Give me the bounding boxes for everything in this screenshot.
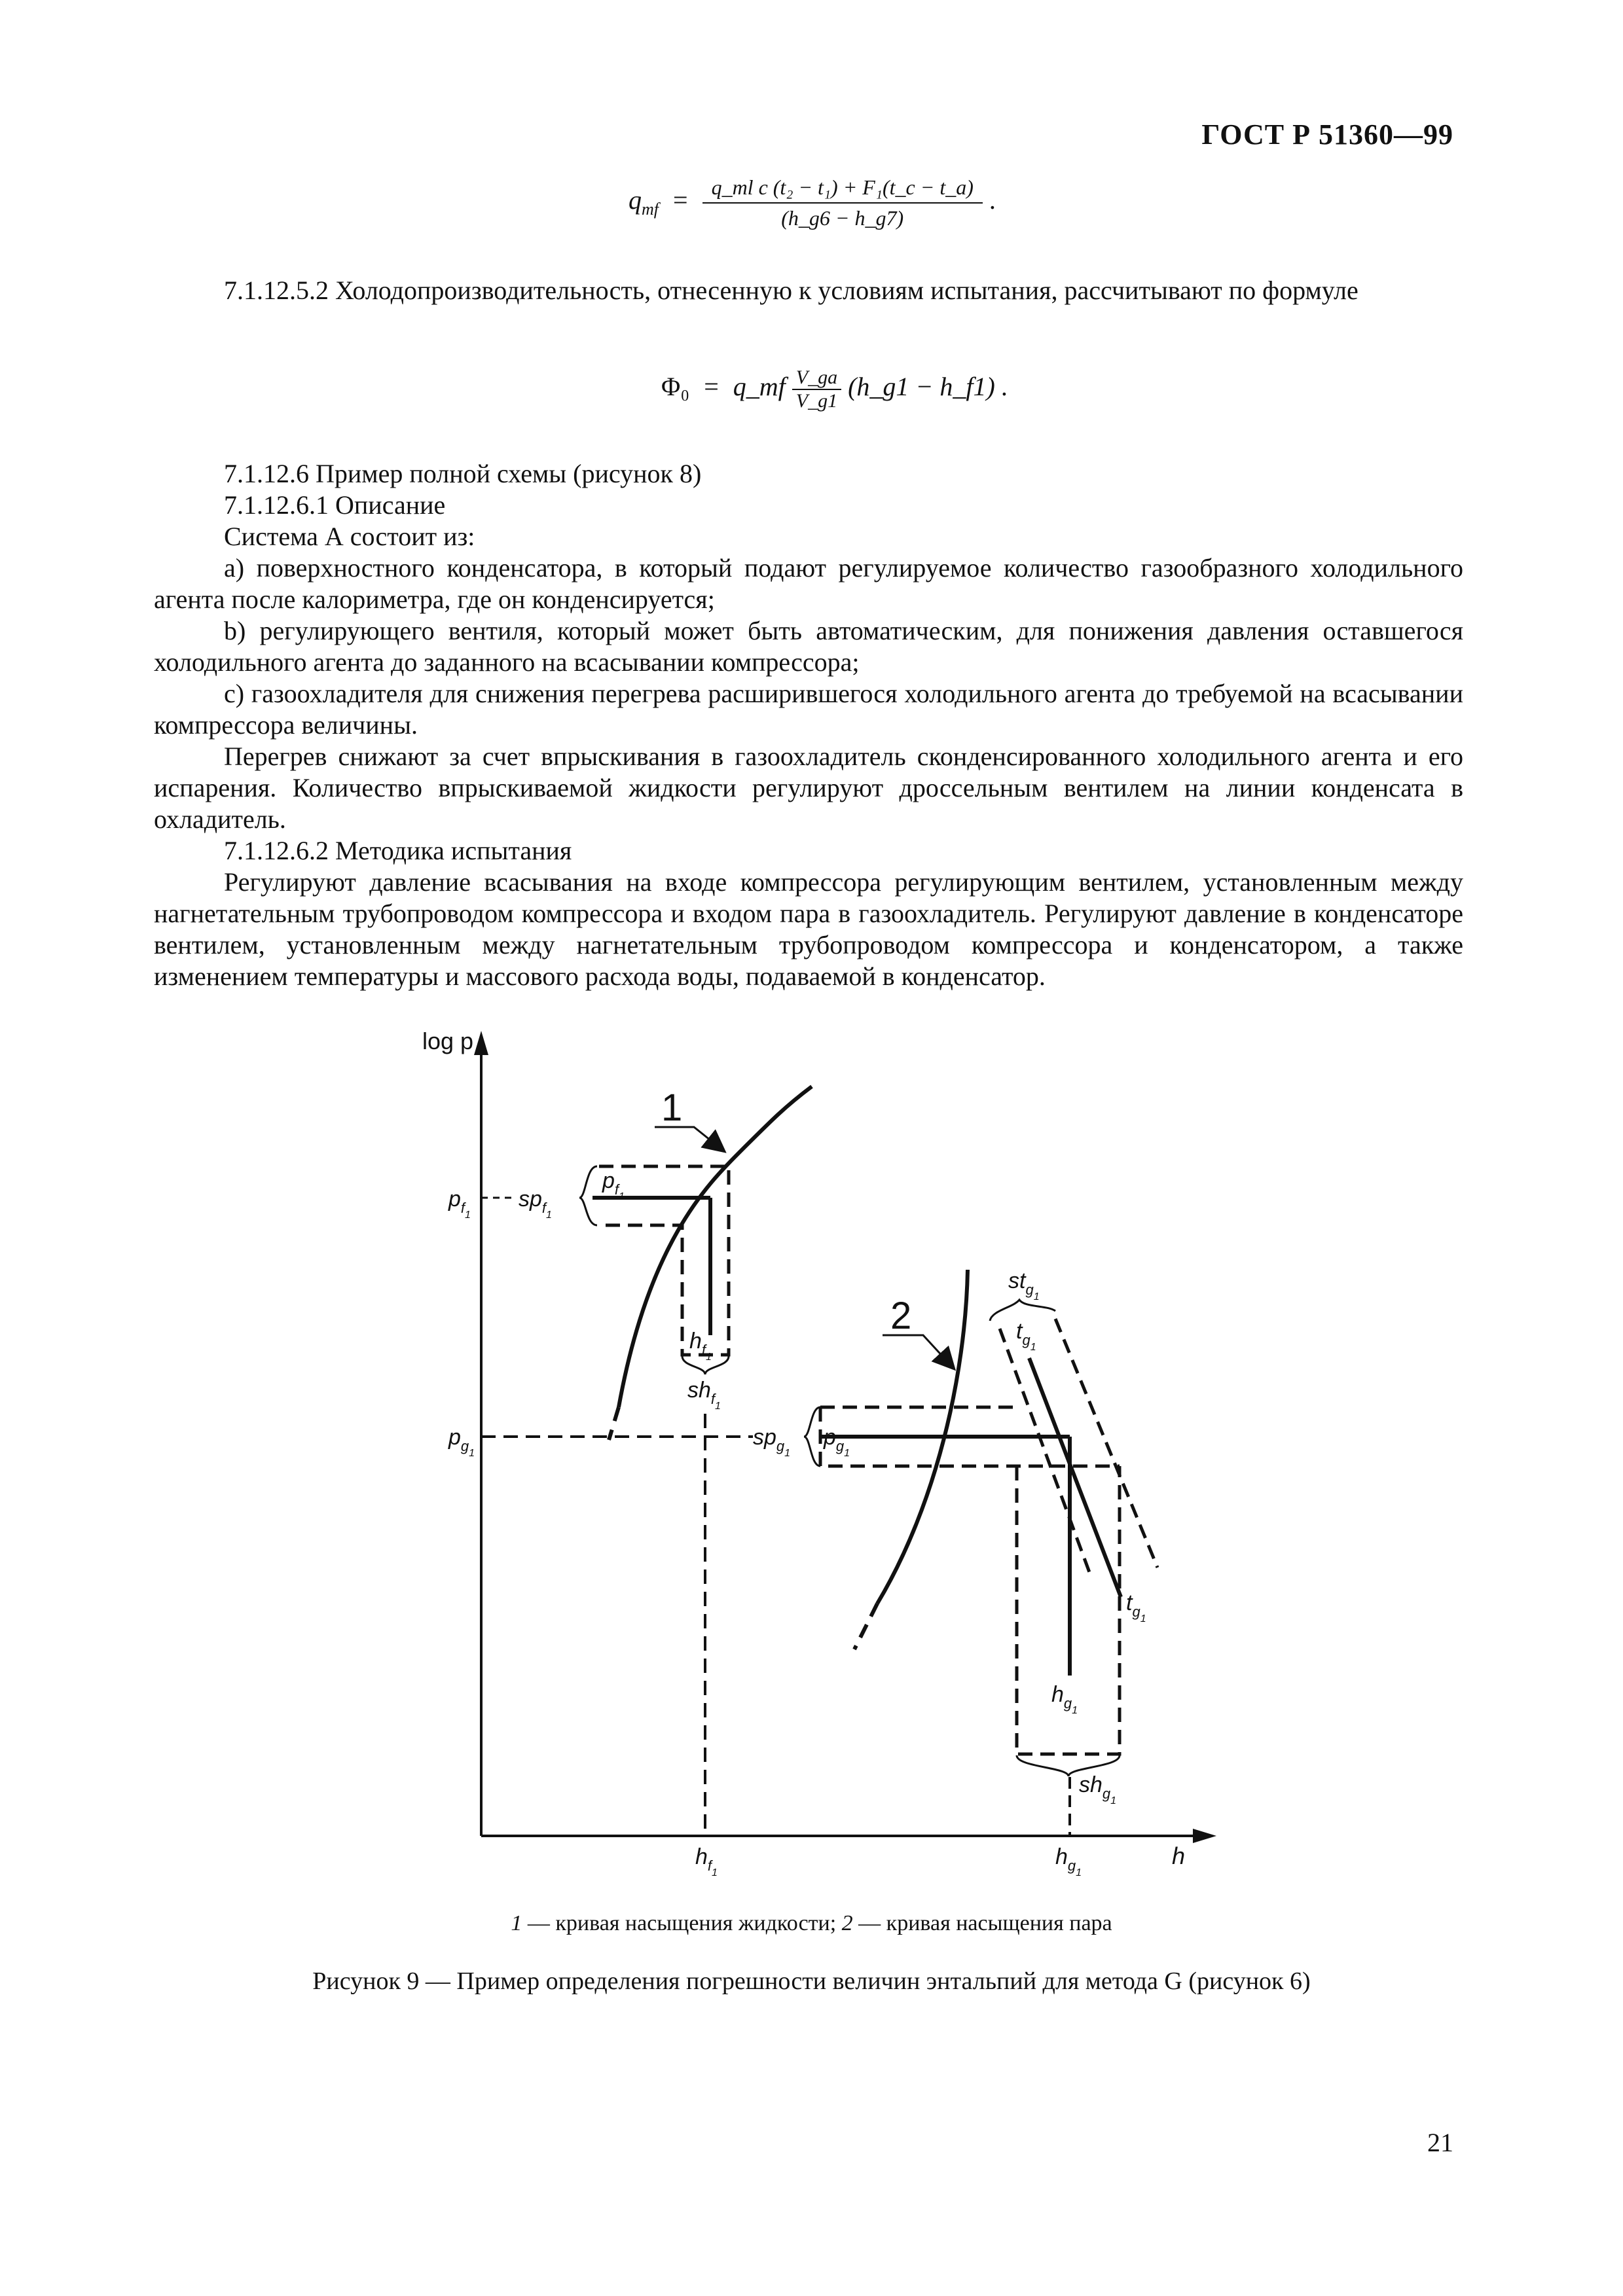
- paragraph-capacity: 7.1.12.5.2 Холодопроизводительность, отнесенную к условиям испытания, рассчитывают по формуле: [224, 276, 1359, 305]
- sh-g1-brace: [1017, 1755, 1120, 1776]
- formula-phi-frac-den: V_g1: [795, 390, 838, 412]
- legend-number-2: 2: [841, 1911, 853, 1935]
- st-g1-brace: [990, 1300, 1055, 1321]
- paragraph-section-title: 7.1.12.6 Пример полной схемы (рисунок 8): [224, 459, 702, 488]
- curve-2-number: 2: [890, 1295, 912, 1337]
- curve-2-leader: [883, 1335, 953, 1368]
- formula-phi-tail: (h_g1 − h_f1) .: [848, 372, 1008, 402]
- liquid-saturation-curve-dashed: [609, 1407, 619, 1440]
- legend-number-1: 1: [511, 1911, 522, 1935]
- standard-code: ГОСТ Р 51360—99: [1201, 118, 1453, 151]
- formula-qmf-denominator: (h_g6 − h_g7): [781, 206, 904, 230]
- y-axis: [474, 1031, 488, 1836]
- y-axis-label: log p: [422, 1028, 474, 1054]
- x-axis-label: h: [1172, 1842, 1186, 1869]
- formula-qmf-numerator: q_ml c (t₂ − t₁) + F₁(t_c − t_a): [702, 175, 983, 204]
- label-sp-f1: $sp_{f1}$: [519, 1187, 552, 1221]
- paragraph-system-intro: Система А состоит из:: [224, 522, 475, 551]
- formula-phi-q: q_mf: [733, 372, 786, 402]
- label-t-g1-upper: $t_{g1}$: [1016, 1319, 1036, 1353]
- paragraph-item-b: b) регулирующего вентиля, который может быть автоматическим, для понижения давления оставшегося холодильного агента до заданного на всасывании компрессора;: [154, 616, 1463, 677]
- label-sh-g1: $sh_{g1}$: [1079, 1772, 1117, 1806]
- page-number: 21: [1427, 2128, 1453, 2157]
- paragraph-method: Регулируют давление всасывания на входе компрессора регулирующим вентилем, установленным между нагнетательным трубопроводом компрессора и входом пара в газоохладитель. Регулируют давление в конденсаторе вентилем, установленным между нагнетательным трубопроводом компрессора и конденсатором, а также изменением температуры и массового расхода воды, подаваемой в конденсатор.: [154, 867, 1463, 991]
- formula-qmf-lhs: q: [629, 185, 642, 215]
- label-p-f1-inner: $p_{f1}$: [602, 1168, 625, 1202]
- legend-text-1: — кривая насыщения жидкости;: [522, 1911, 842, 1935]
- pg1-construction: [820, 1319, 1158, 1754]
- formula-phi-frac-num: V_ga: [792, 367, 841, 390]
- label-sh-f1: $sh_{f1}$: [687, 1378, 721, 1412]
- formula-qmf-end: .: [989, 185, 996, 215]
- paragraph-method-title: 7.1.12.6.2 Методика испытания: [224, 836, 572, 865]
- label-h-f1-axis: $h_{f1}$: [695, 1844, 718, 1878]
- figure-legend: [0, 1911, 1623, 1936]
- paragraph-superheat: Перегрев снижают за счет впрыскивания в газоохладитель сконденсированного холодильного агента и его испарения. Количество впрыскиваемой жидкости регулируют дроссельным вентилем на линии конденсата в охладитель.: [154, 742, 1463, 834]
- label-p-f1: $p_{f1}$: [448, 1187, 471, 1221]
- label-h-g1-axis: $h_{g1}$: [1055, 1844, 1082, 1878]
- formula-phi-eq: =: [704, 372, 719, 402]
- paragraph-item-c: с) газоохладителя для снижения перегрева расширившегося холодильного агента до требуемой на всасывании компрессора величины.: [154, 679, 1463, 740]
- label-st-g1: $st_{g1}$: [1008, 1268, 1040, 1302]
- paragraph-description-title: 7.1.12.6.1 Описание: [224, 490, 446, 520]
- label-p-g1-inner: $p_{g1}$: [824, 1425, 850, 1459]
- curve-1-leader: [655, 1127, 723, 1151]
- figure-caption: Рисунок 9 — Пример определения погрешности величин энтальпий для метода G (рисунок 6): [312, 1967, 1311, 1995]
- label-h-f1-inner: $h_{f1}$: [689, 1329, 712, 1363]
- paragraph-item-a: а) поверхностного конденсатора, в который подают регулируемое количество газообразного холодильного агента после калориметра, где он конденсируется;: [154, 553, 1463, 614]
- vapour-saturation-curve-dashed: [854, 1604, 877, 1649]
- formula-phi-lhs: Φ₀: [661, 372, 690, 402]
- label-t-g1-lower: $t_{g1}$: [1126, 1590, 1146, 1624]
- label-h-g1-inner: $h_{g1}$: [1051, 1682, 1078, 1716]
- sp-g1-brace: [804, 1407, 820, 1466]
- legend-text-2: — кривая насыщения пара: [852, 1911, 1112, 1935]
- formula-qmf-lhs-sub: mf: [642, 200, 659, 219]
- liquid-saturation-curve: [619, 1086, 812, 1407]
- formula-qmf-eq: =: [673, 185, 688, 215]
- label-p-g1: $p_{g1}$: [448, 1425, 475, 1459]
- x-axis: [481, 1829, 1216, 1843]
- label-sp-g1: $sp_{g1}$: [753, 1425, 791, 1459]
- curve-1-number: 1: [661, 1086, 683, 1129]
